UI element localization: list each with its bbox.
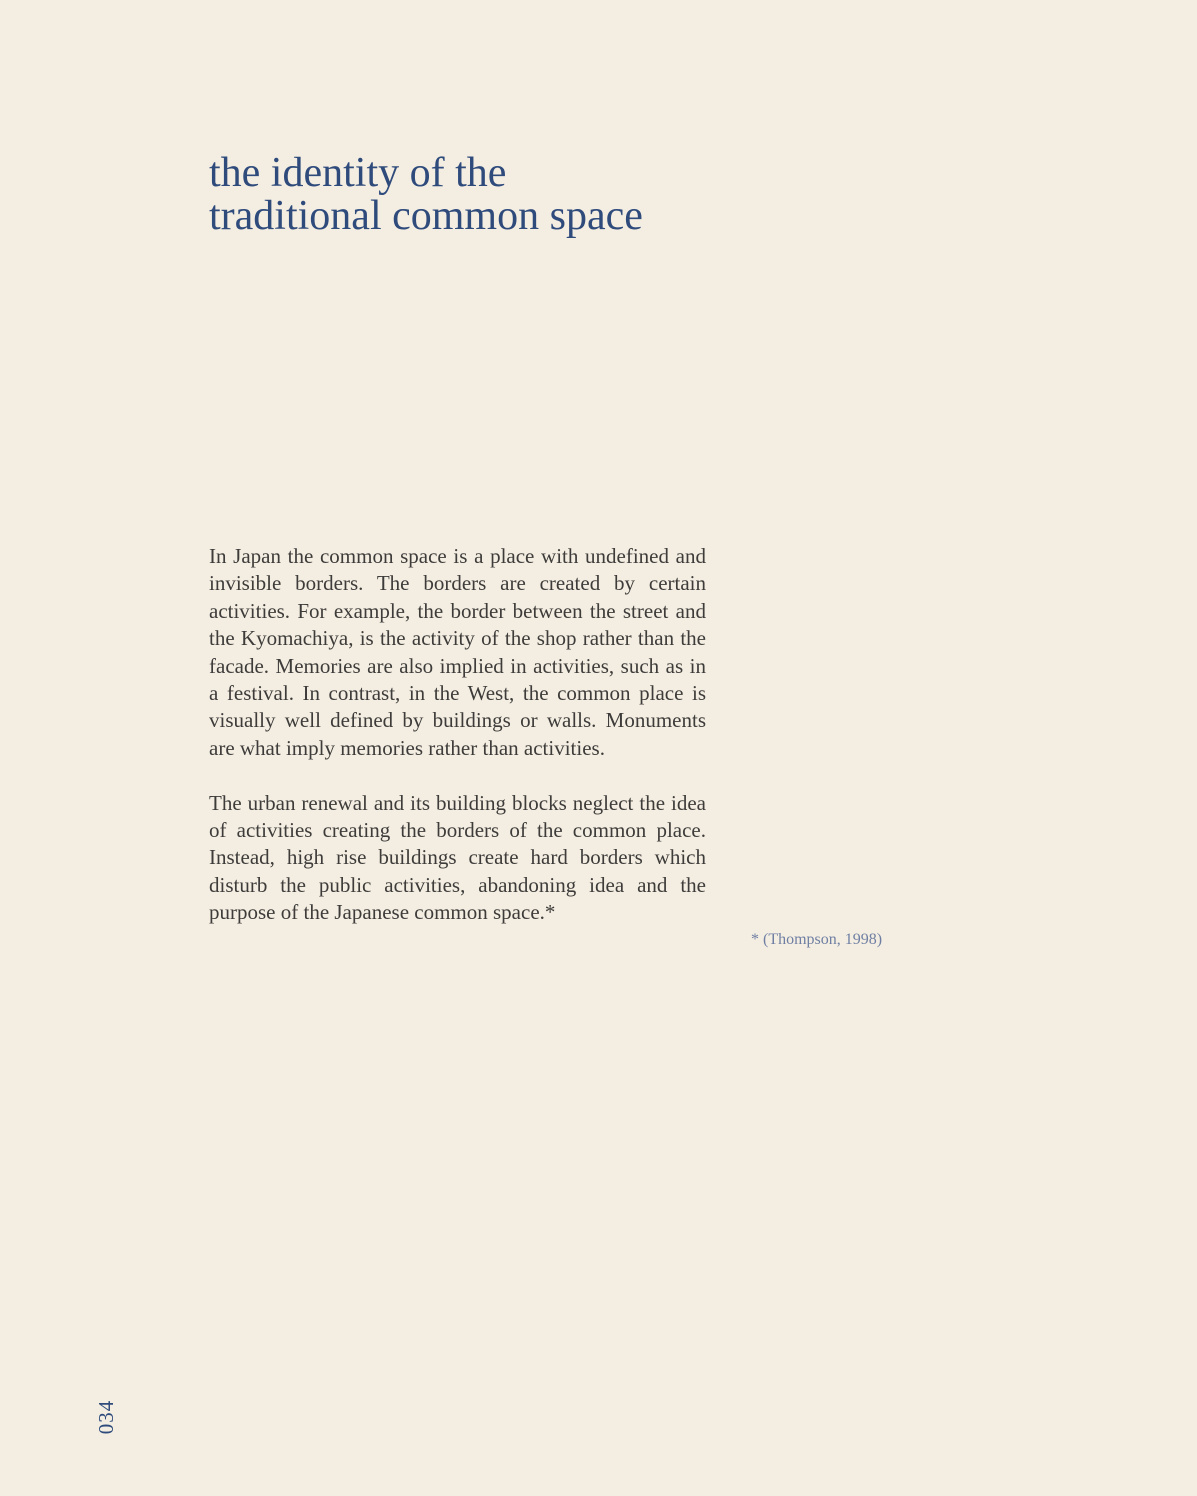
body-paragraph-1: In Japan the common space is a place with undefined and invisible borders. The borders are created by certain activities. For example, the border between the street and the Kyomachiya, is the activity of the shop rather than the facade. Memories are also implied in activities, such as in a festival. In contrast, in the West, the common place is visually well defined by buildings or walls. Monuments are what imply memories rather than activities. [209,544,706,760]
page-title-line-2: traditional common space [209,193,643,239]
body-paragraph-2: The urban renewal and its building blocks neglect the idea of activities creating the borders of the common place. Instead, high rise buildings create hard borders which disturb the public activities, abandoning idea and the purpose of the Japanese common space.* [209,790,706,925]
page-number-label: 034 [94,1399,118,1435]
page-number [94,1400,118,1434]
footnote-citation: * (Thompson, 1998) [751,931,883,948]
body-text [209,543,706,927]
page-title [209,152,643,238]
page-title-line-1: the identity of the [209,150,507,196]
